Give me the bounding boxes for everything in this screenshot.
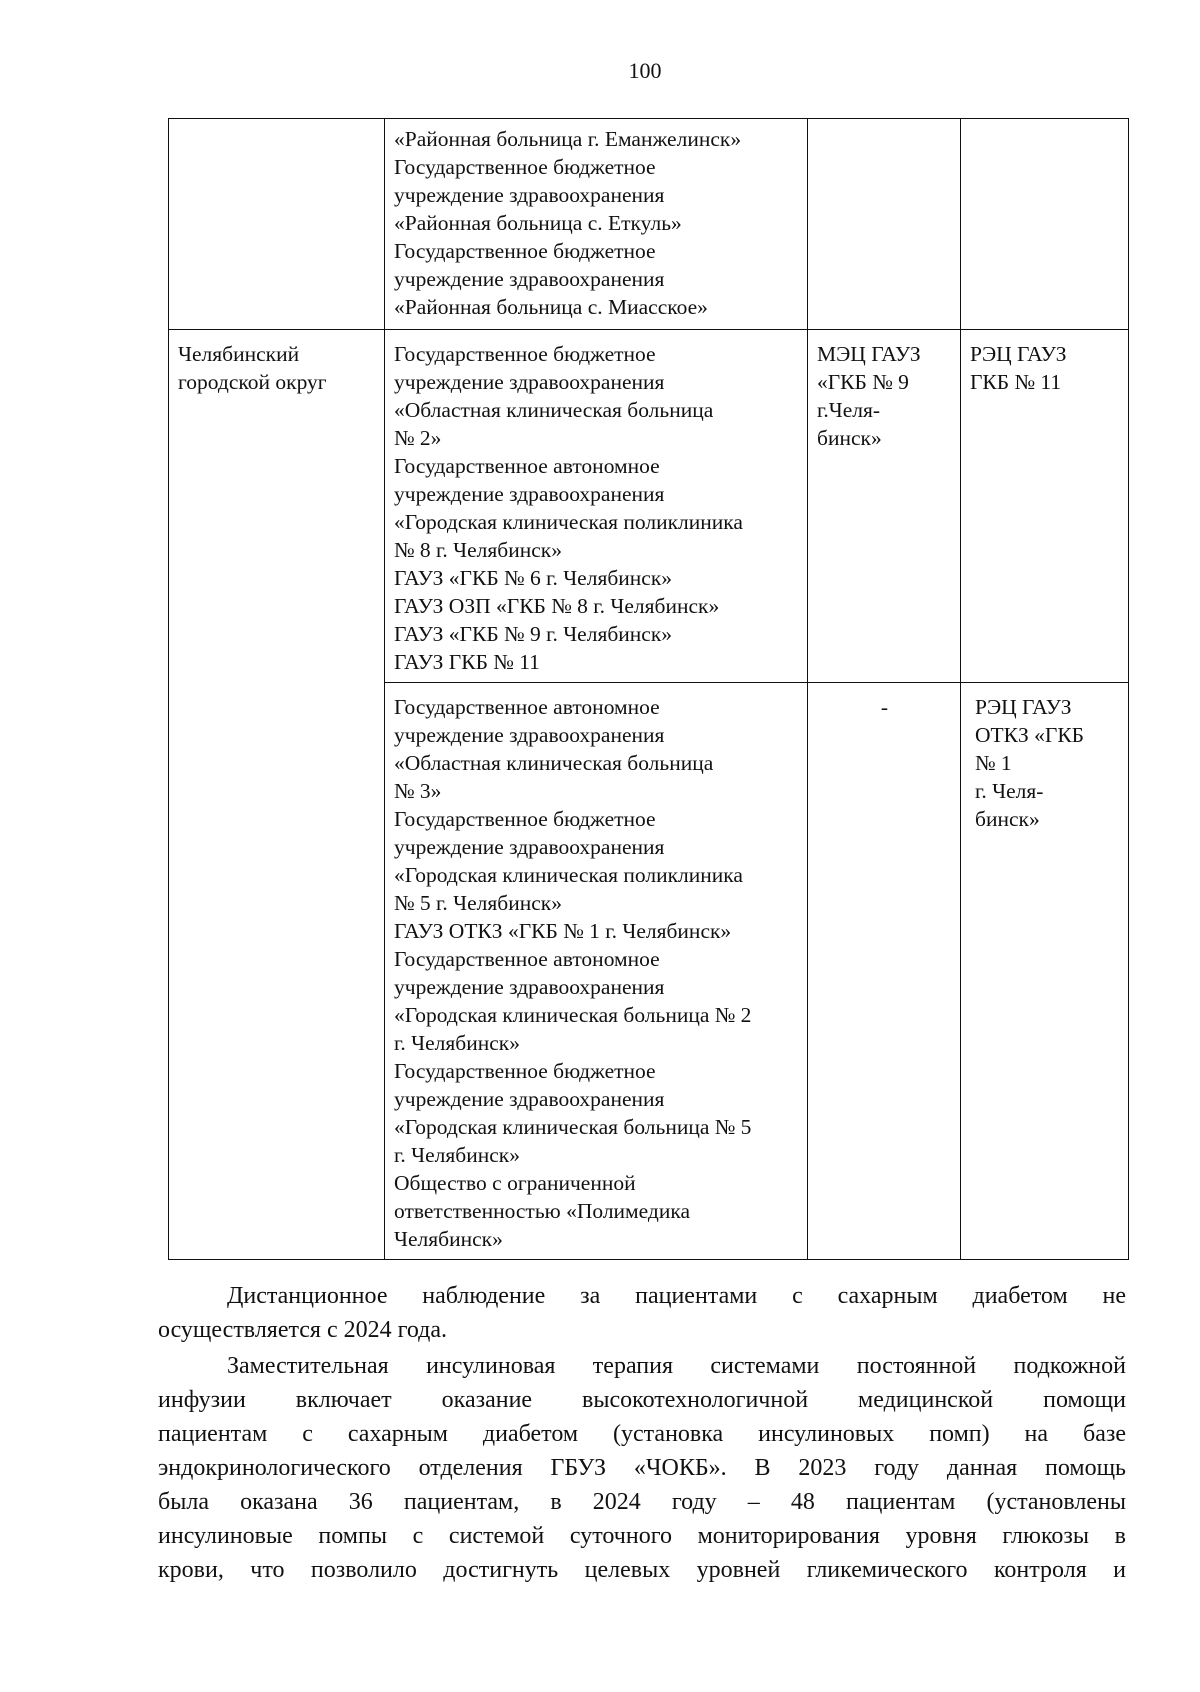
- cell-line: «Городская клиническая больница № 5: [394, 1115, 752, 1139]
- cell-line: Челябинский: [178, 342, 300, 366]
- cell-line: -: [880, 695, 889, 719]
- cell-line: «Районная больница с. Миасское»: [394, 295, 708, 319]
- cell-line: Государственное бюджетное: [394, 155, 656, 179]
- paragraph-line: Дистанционное наблюдение за пациентами с сахарным диабетом не: [227, 1283, 1126, 1309]
- cell-line: № 1: [975, 751, 1012, 775]
- cell-line: учреждение здравоохранения: [394, 975, 665, 999]
- cell-line: Челябинск»: [394, 1227, 503, 1251]
- cell-line: учреждение здравоохранения: [394, 183, 665, 207]
- cell-line: бинск»: [975, 807, 1040, 831]
- cell-line: «Областная клиническая больница: [394, 398, 714, 422]
- cell-line: ГАУЗ ОЗП «ГКБ № 8 г. Челябинск»: [394, 594, 720, 618]
- paragraph-line: инсулиновые помпы с системой суточного мониторирования уровня глюкозы в: [158, 1523, 1126, 1549]
- cell-line: г.Челя-: [817, 398, 881, 422]
- cell-line: Государственное бюджетное: [394, 342, 656, 366]
- cell-line: ОТКЗ «ГКБ: [975, 723, 1085, 747]
- cell-line: РЭЦ ГАУЗ: [970, 342, 1067, 366]
- paragraph-line: эндокринологического отделения ГБУЗ «ЧОКБ». В 2023 году данная помощь: [158, 1455, 1126, 1481]
- cell-line: «Городская клиническая поликлиника: [394, 510, 743, 534]
- cell-line: г. Челябинск»: [394, 1143, 520, 1167]
- table-cell-mec: [808, 683, 961, 1260]
- paragraph-insulin-therapy: [158, 1349, 1126, 1587]
- cell-line: РЭЦ ГАУЗ: [975, 695, 1072, 719]
- cell-line: учреждение здравоохранения: [394, 835, 665, 859]
- cell-line: городской округ: [178, 370, 327, 394]
- cell-line: г. Челябинск»: [394, 1031, 520, 1055]
- paragraph-line: осуществляется с 2024 года.: [158, 1317, 448, 1343]
- table-row: [169, 330, 1129, 683]
- cell-line: № 3»: [394, 779, 442, 803]
- cell-line: ответственностью «Полимедика: [394, 1199, 691, 1223]
- cell-line: Государственное автономное: [394, 454, 660, 478]
- cell-line: Государственное бюджетное: [394, 807, 656, 831]
- table-cell-rec: [961, 683, 1129, 1260]
- paragraph-line: крови, что позволило достигнуть целевых уровней гликемического контроля и: [158, 1557, 1126, 1583]
- paragraph-remote-monitoring: [158, 1279, 1126, 1347]
- table-row: [169, 119, 1129, 330]
- cell-line: учреждение здравоохранения: [394, 1087, 665, 1111]
- cell-line: Государственное автономное: [394, 947, 660, 971]
- cell-line: ГАУЗ ОТКЗ «ГКБ № 1 г. Челябинск»: [394, 919, 732, 943]
- cell-line: ГАУЗ ГКБ № 11: [394, 650, 540, 674]
- cell-line: учреждение здравоохранения: [394, 723, 665, 747]
- table-cell-district: [169, 119, 385, 330]
- table-cell-district: [169, 330, 385, 1260]
- cell-line: «Областная клиническая больница: [394, 751, 714, 775]
- paragraph-line: инфузии включает оказание высокотехнологичной медицинской помощи: [158, 1387, 1126, 1413]
- cell-line: Государственное бюджетное: [394, 239, 656, 263]
- paragraph-line: пациентам с сахарным диабетом (установка инсулиновых помп) на базе: [158, 1421, 1126, 1447]
- table-cell-institutions: [385, 119, 808, 330]
- paragraph-line: была оказана 36 пациентам, в 2024 году – 48 пациентам (установлены: [158, 1489, 1126, 1515]
- table-cell-institutions: [385, 330, 808, 683]
- cell-line: Государственное бюджетное: [394, 1059, 656, 1083]
- cell-line: «Городская клиническая поликлиника: [394, 863, 743, 887]
- cell-line: ГАУЗ «ГКБ № 9 г. Челябинск»: [394, 622, 673, 646]
- table-cell-institutions: [385, 683, 808, 1260]
- cell-line: «Районная больница г. Еманжелинск»: [394, 127, 742, 151]
- cell-line: бинск»: [817, 426, 882, 450]
- cell-line: «Районная больница с. Еткуль»: [394, 211, 682, 235]
- table-cell-mec: [808, 330, 961, 683]
- cell-line: учреждение здравоохранения: [394, 482, 665, 506]
- document-table: [168, 118, 1129, 1260]
- cell-line: «Городская клиническая больница № 2: [394, 1003, 752, 1027]
- cell-line: ГКБ № 11: [970, 370, 1062, 394]
- cell-line: № 5 г. Челябинск»: [394, 891, 562, 915]
- cell-line: учреждение здравоохранения: [394, 370, 665, 394]
- cell-line: г. Челя-: [975, 779, 1044, 803]
- cell-line: МЭЦ ГАУЗ: [817, 342, 921, 366]
- table-cell-mec: [808, 119, 961, 330]
- cell-line: Государственное автономное: [394, 695, 660, 719]
- table-cell-rec: [961, 119, 1129, 330]
- cell-line: № 2»: [394, 426, 442, 450]
- cell-line: Общество с ограниченной: [394, 1171, 636, 1195]
- cell-line: «ГКБ № 9: [817, 370, 909, 394]
- page-number: 100: [628, 58, 662, 83]
- cell-line: № 8 г. Челябинск»: [394, 538, 562, 562]
- cell-line: ГАУЗ «ГКБ № 6 г. Челябинск»: [394, 566, 673, 590]
- paragraph-line: Заместительная инсулиновая терапия системами постоянной подкожной: [227, 1353, 1126, 1379]
- cell-line: учреждение здравоохранения: [394, 267, 665, 291]
- table-cell-rec: [961, 330, 1129, 683]
